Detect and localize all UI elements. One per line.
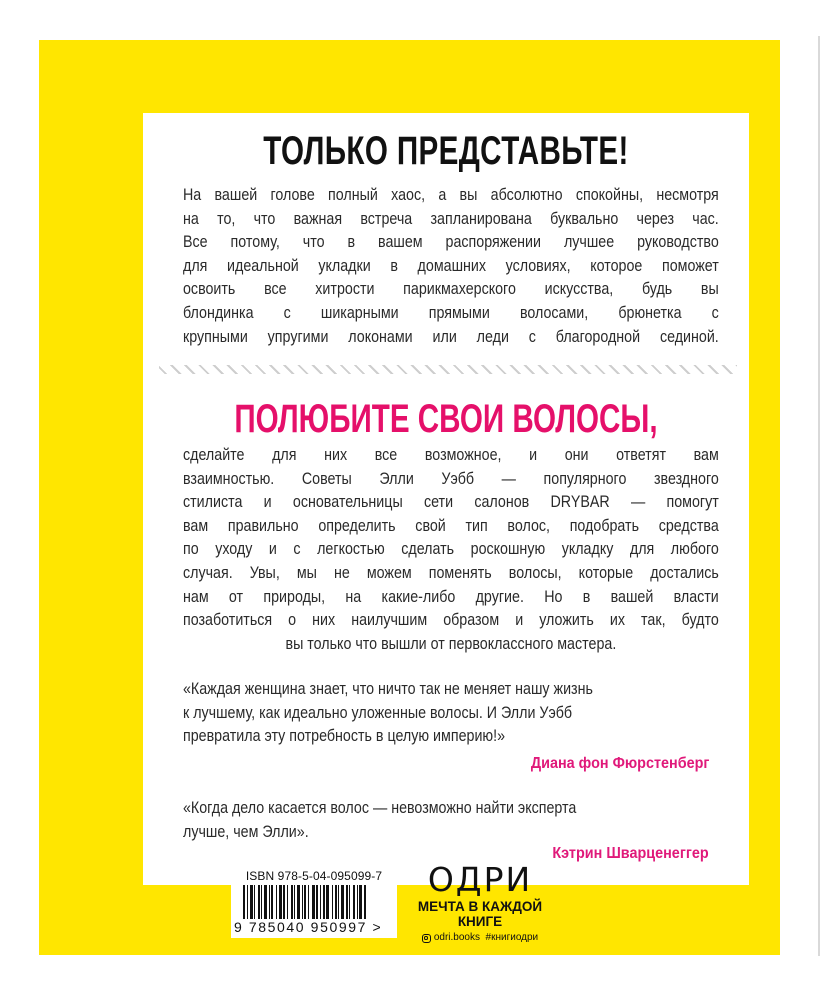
isbn-barcode [231,866,397,938]
social-handle: odri.books #книгиодри [433,932,539,943]
publisher-tagline [405,899,555,929]
instagram-icon [422,934,431,943]
intro-line: освоить все хитрости парикмахерского искусства, будь вы [183,279,719,299]
intro-line: На вашей голове полный хаос, а вы абсолютно спокойны, несмотря [183,185,719,204]
quote-schwarzenegger [183,796,743,843]
description-line: стилиста и основательницы сети салонов DRYBAR — помогут [183,492,719,512]
intro-line: Все потому, что в вашем распоряжении лучшее руководство [183,232,719,252]
quote-line: превратила эту потребность в целую империю!» [183,726,506,746]
section-title-love-your-hair: ПОЛЮБИТЕ СВОИ ВОЛОСЫ, [234,397,658,441]
publisher-logo: ОДРИ [427,860,533,899]
isbn-number: ISBN 978-5-04-095099-7 [245,869,383,883]
description-line: вы только что вышли от первоклассного мастера. [285,633,617,653]
intro-line: крупными упругими локонами или леди с благородной сединой. [183,326,719,346]
quote-author-schwarzenegger: Кэтрин Шварценеггер [552,845,709,862]
publisher-brand [405,862,555,945]
description-line: позаботиться о них наилучшим образом и уложить их так, будто [183,610,719,630]
quote-line: «Когда дело касается волос — невозможно найти эксперта [183,798,577,817]
intro-line: блондинка с шикарными прямыми волосами, брюнетка с [183,302,719,322]
book-back-cover [39,40,780,955]
barcode-digits [233,919,397,935]
barcode-digits-text: 9 785040 950997 > [234,919,383,935]
quote-line: к лучшему, как идеально уложенные волосы. И Элли Уэбб [183,702,573,722]
description-line: сделайте для них все возможное, и они ответят вам [183,445,719,464]
intro-paragraph [183,183,719,348]
tagline-line-2: КНИГЕ [457,914,503,929]
description-paragraph [183,443,719,655]
description-line: нам от природы, на какие-либо другие. Но в вашей власти [183,586,719,606]
description-line: случая. Увы, мы не можем поменять волосы, которые достались [183,562,719,582]
section-title-imagine: ТОЛЬКО ПРЕДСТАВЬТЕ! [263,129,629,173]
intro-line: на то, что важная встреча запланирована буквально через час. [183,208,719,228]
description-line: вам правильно определить свой тип волос, подобрать средства [183,515,719,535]
description-line: взаимностью. Советы Элли Уэбб — популярного звездного [183,468,719,488]
publisher-social [405,931,555,945]
hatched-divider [159,365,737,374]
quote-author-furstenberg: Диана фон Фюрстенберг [530,755,709,772]
quote-furstenberg [183,677,743,748]
quote-line: «Каждая женщина знает, что ничто так не меняет нашу жизнь [183,679,593,698]
barcode-bars [243,885,383,923]
quote-line: лучше, чем Элли». [183,821,309,841]
tagline-line-1: МЕЧТА В КАЖДОЙ [417,899,543,914]
text-panel [143,113,749,885]
description-line: по уходу и с легкостью сделать роскошную укладку для любого [183,539,719,559]
intro-line: для идеальной укладки в домашних условиях, которое поможет [183,255,719,275]
